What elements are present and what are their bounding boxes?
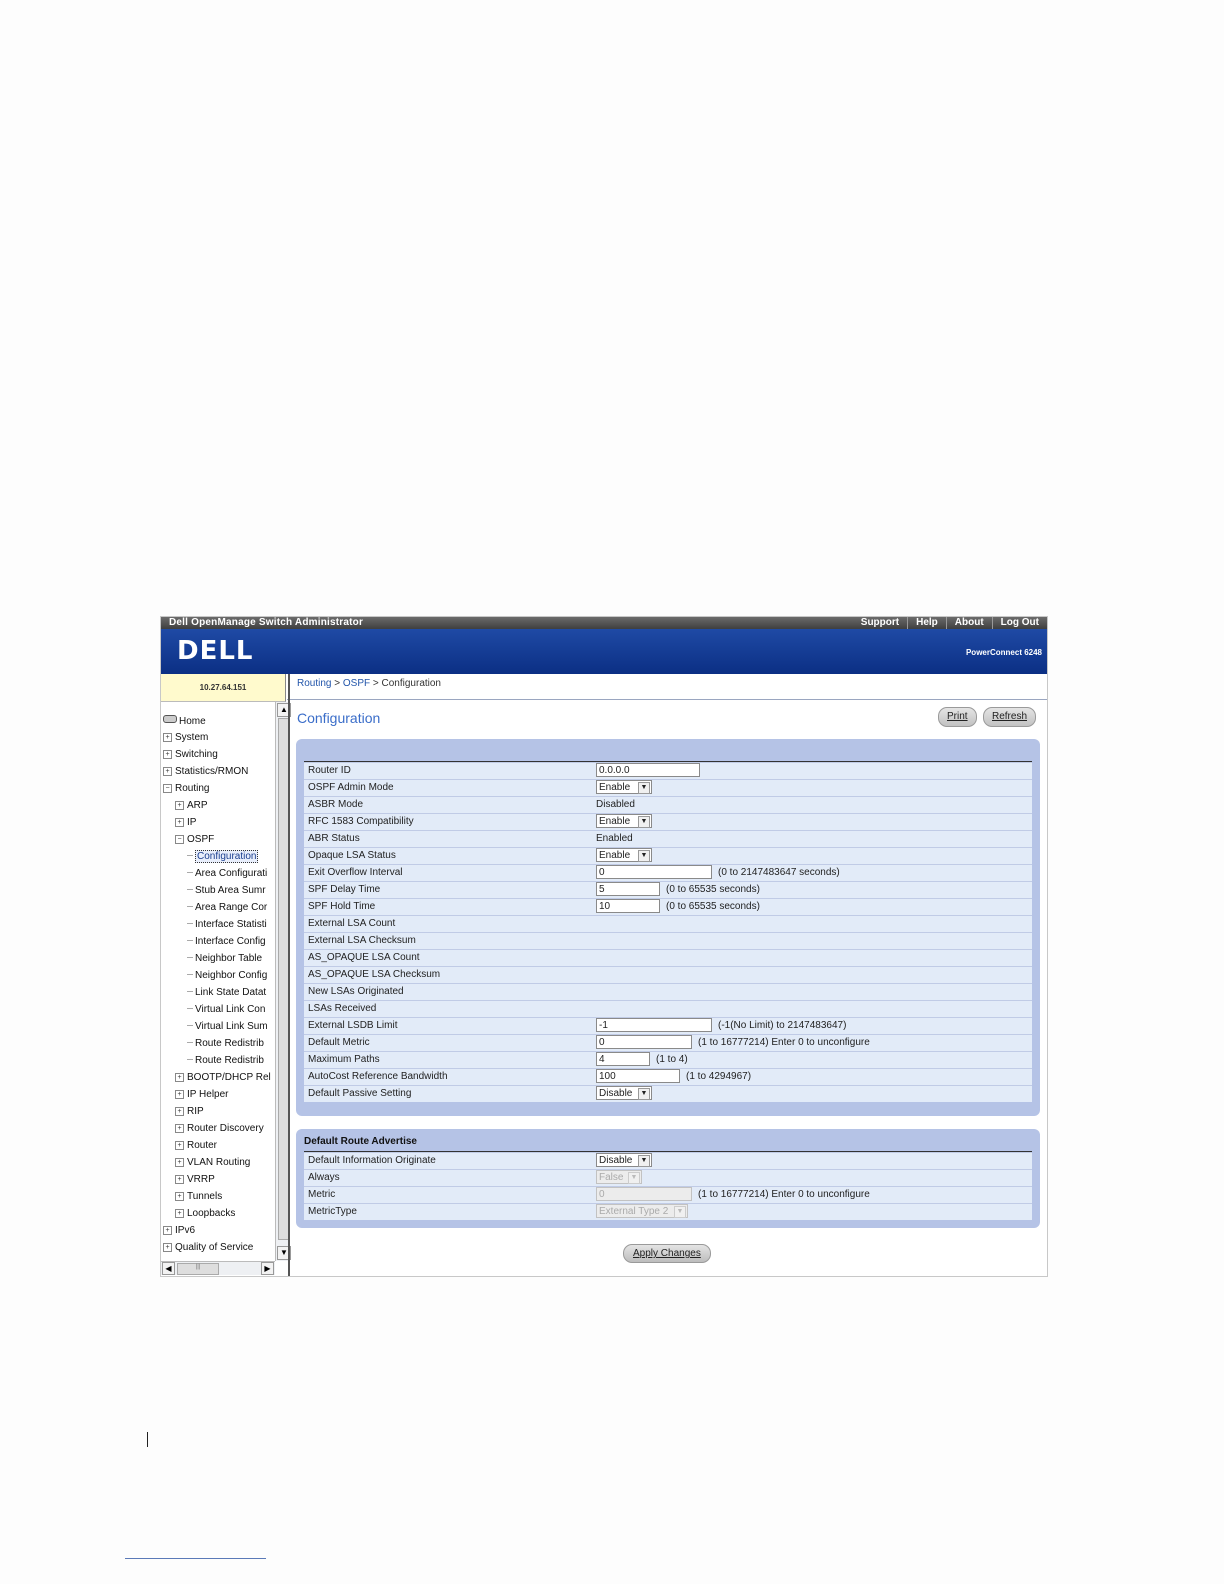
page-margin-mark (147, 1432, 148, 1447)
top-links (853, 617, 1047, 629)
rfc-1583-compatibility-select[interactable] (596, 814, 652, 828)
field-range-hint: (1 to 4294967) (686, 1071, 752, 1082)
form-row-ospf-admin-mode (304, 779, 1032, 796)
nav-item-virtual-link-con[interactable] (187, 1004, 265, 1016)
nav-item-system[interactable] (163, 732, 208, 744)
nav-item-area-range-cor[interactable] (187, 902, 267, 914)
select-value: Enable (599, 782, 631, 793)
nav-item-label: Home (179, 716, 206, 727)
nav-item-ipv6[interactable] (163, 1225, 195, 1237)
form-row-new-lsas-originated (304, 983, 1032, 1000)
nav-item-label: RIP (187, 1106, 204, 1117)
nav-item-label: Virtual Link Con (195, 1004, 266, 1015)
router-id-input[interactable]: 0.0.0.0 (596, 763, 700, 777)
nav-item-configuration[interactable] (187, 851, 258, 863)
breadcrumb-separator: > (334, 678, 341, 689)
field-range-hint: (0 to 65535 seconds) (666, 901, 760, 912)
nav-item-label: Neighbor Config (195, 970, 268, 981)
nav-tree (161, 702, 275, 1262)
nav-item-vrrp[interactable] (175, 1174, 215, 1186)
nav-item-label: Tunnels (187, 1191, 223, 1202)
breadcrumb (297, 678, 441, 689)
field-label: Default Information Originate (308, 1155, 436, 1166)
form-row-always (304, 1169, 1032, 1186)
expand-icon[interactable]: + (163, 1226, 172, 1235)
opaque-lsa-status-select[interactable] (596, 848, 652, 862)
nav-item-routing[interactable] (163, 783, 209, 795)
select-value: Enable (599, 816, 631, 827)
ospf-admin-mode-select[interactable] (596, 780, 652, 794)
expand-icon[interactable]: + (163, 767, 172, 776)
form-row-router-id (304, 762, 1032, 779)
field-label: Metric (308, 1189, 336, 1200)
nav-item-label: IPv6 (175, 1225, 196, 1236)
nav-item-router[interactable] (175, 1140, 217, 1152)
nav-item-label: ARP (187, 800, 208, 811)
form-row-default-passive-setting (304, 1085, 1032, 1102)
field-value: Disabled (596, 799, 635, 810)
field-label: External LSA Count (308, 918, 396, 929)
nav-item-label: Routing (175, 783, 210, 794)
expand-icon[interactable]: + (175, 1107, 184, 1116)
collapse-icon[interactable]: − (175, 835, 184, 844)
metrictype-select (596, 1204, 688, 1218)
form-row-rfc-1583-compatibility (304, 813, 1032, 830)
field-value: Enabled (596, 833, 633, 844)
page-title: Configuration (297, 710, 381, 726)
chevron-down-icon[interactable]: ▼ (638, 782, 650, 794)
footnote-rule (125, 1558, 266, 1559)
field-range-hint: (1 to 4) (656, 1054, 688, 1065)
form-row-abr-status (304, 830, 1032, 847)
nav-item-quality-of-service[interactable] (163, 1242, 253, 1254)
field-label: AS_OPAQUE LSA Checksum (308, 969, 441, 980)
chevron-down-icon[interactable]: ▼ (638, 850, 650, 862)
nav-item-label: IP (187, 817, 197, 828)
dell-logo: DELL (177, 636, 254, 666)
field-label: External LSDB Limit (308, 1020, 398, 1031)
form-row-asbr-mode (304, 796, 1032, 813)
autocost-reference-bandwidth-input[interactable]: 100 (596, 1069, 680, 1083)
expand-icon[interactable]: + (163, 1243, 172, 1252)
nav-item-label: Area Range Cor (195, 902, 268, 913)
nav-item-bootp-dhcp-rel[interactable] (175, 1072, 271, 1084)
form-row-external-lsa-count (304, 915, 1032, 932)
field-label: AutoCost Reference Bandwidth (308, 1071, 448, 1082)
nav-item-label: Area Configurati (195, 868, 268, 879)
default-passive-setting-select[interactable] (596, 1086, 652, 1100)
print-button[interactable]: Print (938, 707, 977, 727)
nav-item-route-redistrib[interactable] (187, 1038, 264, 1050)
nav-item-rip[interactable] (175, 1106, 204, 1118)
scroll-down-icon[interactable]: ▼ (277, 1246, 291, 1260)
expand-icon[interactable]: + (175, 1158, 184, 1167)
ospf-config-panel (296, 739, 1040, 1116)
nav-item-arp[interactable] (175, 800, 208, 812)
field-range-hint: (1 to 16777214) Enter 0 to unconfigure (698, 1189, 870, 1200)
field-label: Always (308, 1172, 340, 1183)
nav-horizontal-scrollbar[interactable] (161, 1261, 275, 1275)
field-label: SPF Hold Time (308, 901, 376, 912)
exit-overflow-interval-input[interactable]: 0 (596, 865, 712, 879)
breadcrumb-current: Configuration (381, 678, 441, 689)
metric-input: 0 (596, 1187, 692, 1201)
expand-icon[interactable]: + (175, 1175, 184, 1184)
nav-item-home[interactable] (163, 715, 206, 728)
scroll-up-icon[interactable]: ▲ (277, 703, 291, 717)
select-value: Disable (599, 1088, 633, 1099)
maximum-paths-input[interactable]: 4 (596, 1052, 650, 1066)
nav-item-label: Virtual Link Sum (195, 1021, 268, 1032)
form-row-spf-delay-time (304, 881, 1032, 898)
switch-ip-address: 10.27.64.151 (161, 674, 286, 702)
banner (161, 629, 1047, 674)
chevron-down-icon[interactable]: ▼ (638, 1155, 650, 1167)
select-value: External Type 2 (599, 1206, 669, 1217)
nav-item-tunnels[interactable] (175, 1191, 222, 1203)
nav-item-label: Loopbacks (187, 1208, 236, 1219)
chevron-down-icon[interactable]: ▼ (638, 816, 650, 828)
nav-item-ip-helper[interactable] (175, 1089, 229, 1101)
always-select (596, 1170, 642, 1184)
collapse-icon[interactable]: − (163, 784, 172, 793)
expand-icon[interactable]: + (175, 1124, 184, 1133)
nav-item-label: BOOTP/DHCP Rel (187, 1072, 271, 1083)
logout-link[interactable]: Log Out (992, 617, 1047, 629)
frame-divider (288, 674, 290, 1276)
support-link[interactable]: Support (860, 617, 900, 628)
nav-item-label: Stub Area Sumr (195, 885, 266, 896)
nav-item-label: VRRP (187, 1174, 215, 1185)
default-route-title: Default Route Advertise (304, 1136, 417, 1147)
breadcrumb-ospf[interactable]: OSPF (342, 678, 371, 689)
nav-item-statistics-rmon[interactable] (163, 766, 248, 778)
nav-item-label: Neighbor Table (195, 953, 263, 964)
form-row-spf-hold-time (304, 898, 1032, 915)
nav-item-label: IP Helper (187, 1089, 229, 1100)
nav-item-label: Switching (175, 749, 218, 760)
field-label: AS_OPAQUE LSA Count (308, 952, 420, 963)
field-range-hint: (0 to 65535 seconds) (666, 884, 760, 895)
nav-item-ospf[interactable] (175, 834, 214, 846)
nav-item-label: Router (187, 1140, 218, 1151)
expand-icon[interactable]: + (175, 1141, 184, 1150)
nav-item-interface-config[interactable] (187, 936, 266, 948)
chevron-down-icon: ▼ (628, 1172, 640, 1184)
field-label: New LSAs Originated (308, 986, 404, 997)
field-label: ABR Status (308, 833, 360, 844)
apply-changes-button[interactable]: Apply Changes (623, 1244, 711, 1263)
nav-item-virtual-link-sum[interactable] (187, 1021, 268, 1033)
field-label: Router ID (308, 765, 351, 776)
field-label: Opaque LSA Status (308, 850, 396, 861)
nav-item-neighbor-config[interactable] (187, 970, 267, 982)
nav-item-link-state-datat[interactable] (187, 987, 266, 999)
expand-icon[interactable]: + (163, 750, 172, 759)
nav-item-router-discovery[interactable] (175, 1123, 264, 1135)
form-row-as-opaque-lsa-checksum (304, 966, 1032, 983)
expand-icon[interactable]: + (175, 801, 184, 810)
home-icon (163, 715, 177, 723)
nav-item-stub-area-sumr[interactable] (187, 885, 266, 897)
form-row-maximum-paths (304, 1051, 1032, 1068)
nav-item-label: Link State Datat (195, 987, 267, 998)
nav-item-ip[interactable] (175, 817, 196, 829)
nav-item-label: System (175, 732, 209, 743)
nav-item-label: Router Discovery (187, 1123, 264, 1134)
select-value: False (599, 1172, 624, 1183)
nav-item-label: Route Redistrib (195, 1038, 264, 1049)
switch-admin-screenshot (161, 617, 1047, 1276)
refresh-button[interactable]: Refresh (983, 707, 1036, 727)
scroll-left-icon[interactable]: ◀ (162, 1262, 175, 1275)
field-label: RFC 1583 Compatibility (308, 816, 414, 827)
nav-item-label: Interface Statisti (195, 919, 267, 930)
field-label: Default Metric (308, 1037, 370, 1048)
nav-item-loopbacks[interactable] (175, 1208, 235, 1220)
expand-icon[interactable]: + (163, 733, 172, 742)
form-row-as-opaque-lsa-count (304, 949, 1032, 966)
field-label: External LSA Checksum (308, 935, 416, 946)
form-row-external-lsdb-limit (304, 1017, 1032, 1034)
form-row-metric (304, 1186, 1032, 1203)
field-range-hint: (0 to 2147483647 seconds) (718, 867, 840, 878)
nav-item-vlan-routing[interactable] (175, 1157, 250, 1169)
about-link[interactable]: About (946, 617, 992, 629)
spf-delay-time-input[interactable]: 5 (596, 882, 660, 896)
field-range-hint: (-1(No Limit) to 2147483647) (718, 1020, 847, 1031)
field-label: SPF Delay Time (308, 884, 381, 895)
select-value: Disable (599, 1155, 633, 1166)
field-label: ASBR Mode (308, 799, 364, 810)
nav-item-label: Interface Config (195, 936, 266, 947)
form-row-lsas-received (304, 1000, 1032, 1017)
select-value: Enable (599, 850, 631, 861)
field-label: OSPF Admin Mode (308, 782, 394, 793)
app-title: Dell OpenManage Switch Administrator (169, 617, 364, 628)
default-route-panel (296, 1129, 1040, 1228)
form-row-default-information-originate (304, 1152, 1032, 1169)
nav-item-label: Quality of Service (175, 1242, 254, 1253)
nav-item-label: Route Redistrib (195, 1055, 264, 1066)
form-row-metrictype (304, 1203, 1032, 1220)
chevron-down-icon[interactable]: ▼ (638, 1088, 650, 1100)
scroll-thumb[interactable]: ||| (177, 1263, 219, 1275)
chevron-down-icon: ▼ (674, 1206, 686, 1218)
nav-item-neighbor-table[interactable] (187, 953, 262, 965)
nav-item-label: Statistics/RMON (175, 766, 249, 777)
top-bar (161, 617, 1047, 629)
nav-item-route-redistrib[interactable] (187, 1055, 264, 1067)
nav-item-interface-statisti[interactable] (187, 919, 267, 931)
form-row-autocost-reference-bandwidth (304, 1068, 1032, 1085)
default-information-originate-select[interactable] (596, 1153, 652, 1167)
field-label: Maximum Paths (308, 1054, 380, 1065)
field-range-hint: (1 to 16777214) Enter 0 to unconfigure (698, 1037, 870, 1048)
expand-icon[interactable]: + (175, 1209, 184, 1218)
expand-icon[interactable]: + (175, 1192, 184, 1201)
nav-item-label: Configuration (197, 851, 257, 862)
expand-icon[interactable]: + (175, 1073, 184, 1082)
nav-item-label: OSPF (187, 834, 215, 845)
help-link[interactable]: Help (907, 617, 946, 629)
field-label: Exit Overflow Interval (308, 867, 403, 878)
external-lsdb-limit-input[interactable]: -1 (596, 1018, 712, 1032)
expand-icon[interactable]: + (175, 1090, 184, 1099)
form-row-default-metric (304, 1034, 1032, 1051)
expand-icon[interactable]: + (175, 818, 184, 827)
nav-item-area-configurati[interactable] (187, 868, 267, 880)
breadcrumb-divider (287, 699, 1047, 700)
field-label: MetricType (308, 1206, 357, 1217)
field-label: LSAs Received (308, 1003, 377, 1014)
product-name: PowerConnect 6248 (965, 648, 1042, 657)
default-metric-input[interactable]: 0 (596, 1035, 692, 1049)
breadcrumb-separator: > (372, 678, 379, 689)
form-row-opaque-lsa-status (304, 847, 1032, 864)
nav-item-switching[interactable] (163, 749, 218, 761)
scroll-right-icon[interactable]: ▶ (261, 1262, 274, 1275)
spf-hold-time-input[interactable]: 10 (596, 899, 660, 913)
nav-item-label: VLAN Routing (187, 1157, 251, 1168)
form-row-external-lsa-checksum (304, 932, 1032, 949)
form-row-exit-overflow-interval (304, 864, 1032, 881)
breadcrumb-routing[interactable]: Routing (297, 678, 332, 689)
field-label: Default Passive Setting (308, 1088, 412, 1099)
